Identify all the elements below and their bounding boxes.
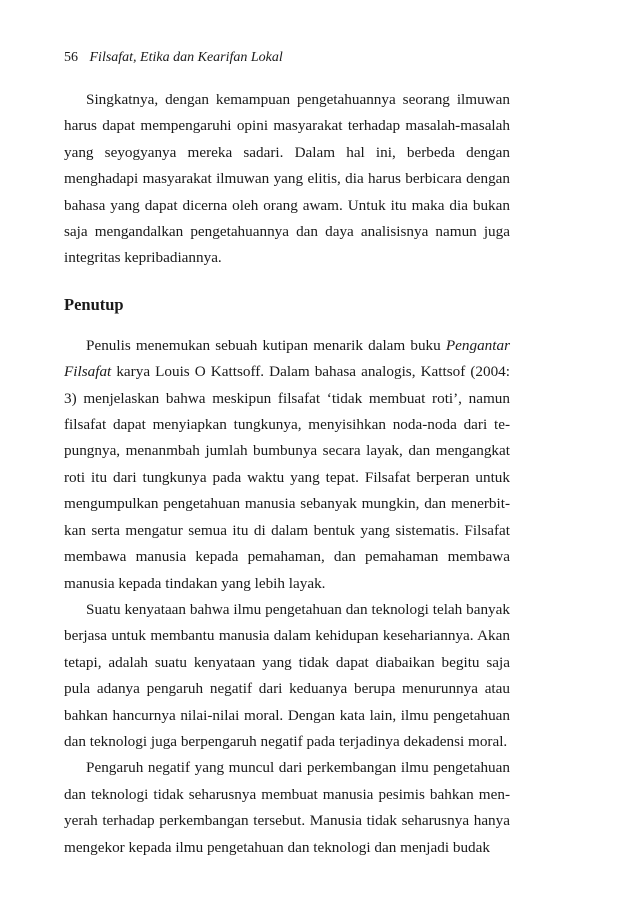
body-paragraph-3: Pengaruh negatif yang muncul dari perkembangan ilmu pengetahuan dan teknologi tidak seharusnya membuat manusia pesimis bahkan menyerah terhadap perkembangan tersebut. Manusia tidak seharusnya hanya mengekor kepada ilmu pengetahuan dan teknologi dan menjadi budak (64, 759, 510, 856)
body-paragraph-1 (64, 333, 510, 597)
page-number: 56 (64, 50, 78, 65)
paragraph-lead-text: Penulis menemukan sebuah kutipan menarik dalam buku (86, 336, 446, 354)
cited-book-title: Pengantar Filsafat (64, 336, 510, 381)
book-page (64, 48, 510, 861)
running-header (64, 48, 510, 68)
paragraph-rest-text: karya Louis O Kattsoff. Dalam bahasa analogis, Kattsof (2004: 3) menjelaskan bahwa meskipun filsafat ‘tidak membuat roti’, namun filsafat dapat menyiapkan tungkunya, menyisihkan noda-noda dari tepungnya, menanmbah jumlah bumbunya secara layak, dan mengangkat roti itu dari tungkunya pada waktu yang tepat. Filsafat berperan untuk mengumpulkan pengetahuan manusia sebanyak mungkin, dan menerbitkan serta mengatur semua itu di dalam bentuk yang sistematis. Filsafat membawa manusia kepada pemahaman, dan pemahaman membawa manusia kepada tindakan yang lebih layak. (64, 363, 510, 592)
section-heading: Penutup (64, 294, 124, 314)
running-header-title: Filsafat, Etika dan Kearifan Lokal (89, 50, 283, 65)
intro-paragraph: Singkatnya, dengan kemampuan pengetahuannya seorang ilmuwan harus dapat mempengaruhi opini masyarakat terhadap masalah-masalah yang seyogyanya mereka sadari. Dalam hal ini, berbeda dengan menghadapi masyarakat ilmuwan yang elitis, dia harus berbicara dengan bahasa yang dapat dicerna oleh orang awam. Untuk itu maka dia bukan saja mengandalkan pengetahuannya dan daya analisisnya namun juga integritas kepribadiannya. (64, 91, 510, 267)
body-paragraph-2: Suatu kenyataan bahwa ilmu pengetahuan dan teknologi telah banyak berjasa untuk membantu manusia dalam kehidupan kesehariannya. Akan tetapi, adalah suatu kenyataan yang tidak dapat diabaikan begitu saja pula adanya pengaruh negatif dari keduanya berupa menurunnya atau bahkan hancurnya nilai-nilai moral. Dengan kata lain, ilmu pengetahuan dan teknologi juga berpengaruh negatif pada terjadinya dekadensi moral. (64, 600, 510, 750)
